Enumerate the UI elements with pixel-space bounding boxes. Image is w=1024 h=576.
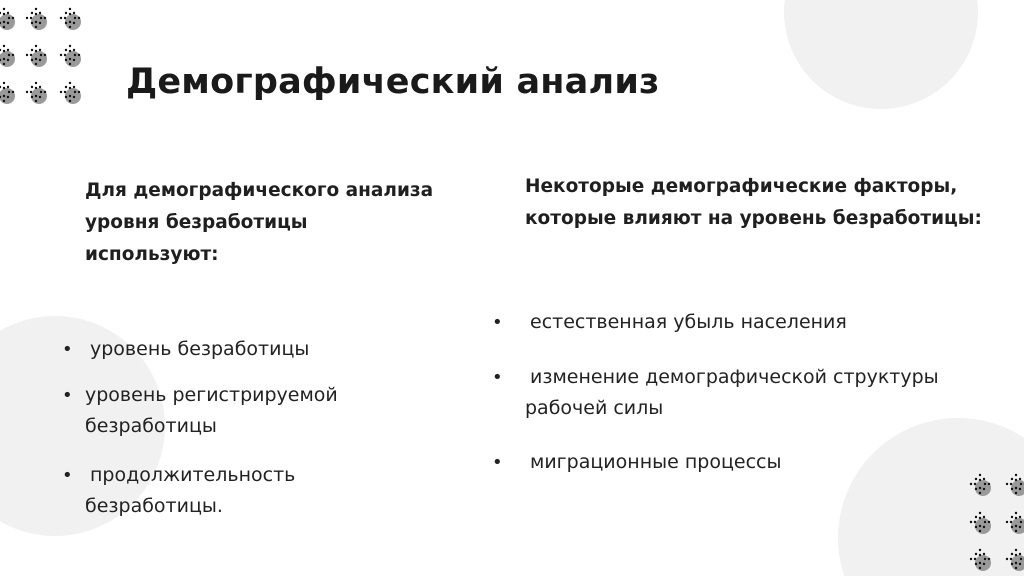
deco-dot [3, 87, 5, 89]
deco-dot [1015, 517, 1017, 519]
deco-dot [39, 12, 41, 14]
deco-dot [3, 63, 5, 65]
bullet-mark: • [492, 312, 503, 333]
deco-dot [69, 26, 71, 28]
bullet-mark: • [492, 452, 503, 473]
deco-dot [983, 526, 985, 528]
deco-dot [65, 22, 67, 24]
deco-dot [988, 558, 990, 560]
deco-dot [1011, 563, 1013, 565]
left-list-item [62, 460, 295, 522]
deco-dot [1015, 479, 1017, 481]
deco-dot [0, 86, 1, 88]
deco-dot [35, 21, 37, 23]
bullet-mark: • [62, 465, 73, 486]
deco-dot [1011, 555, 1024, 571]
deco-dot [3, 26, 5, 28]
deco-dot [975, 555, 991, 571]
deco-dot [1011, 516, 1013, 518]
deco-dot [12, 91, 14, 93]
deco-dot [979, 549, 981, 551]
left-item-text: безработицы [85, 415, 217, 437]
left-heading-line: Для демографического анализа [85, 180, 434, 201]
deco-dot [970, 521, 972, 523]
deco-dot [40, 91, 42, 93]
deco-dot [60, 54, 62, 56]
deco-dot [988, 521, 990, 523]
deco-dot [26, 91, 28, 93]
right-list-item [492, 362, 939, 424]
deco-dot [69, 45, 71, 47]
deco-dot [7, 86, 9, 88]
deco-dot [984, 558, 986, 560]
deco-dot [1015, 530, 1017, 532]
left-item-text: продолжительность [90, 464, 296, 486]
deco-dot [35, 50, 37, 52]
deco-dot [73, 86, 75, 88]
deco-dot [69, 58, 71, 60]
deco-dot [8, 91, 10, 93]
deco-dot [1015, 567, 1017, 569]
deco-dot [8, 17, 10, 19]
right-heading-line: Некоторые демографические факторы, [525, 176, 958, 197]
deco-dot [1006, 558, 1008, 560]
deco-dot [979, 567, 981, 569]
left-item-text: уровень регистрируемой [85, 384, 338, 406]
deco-dot [1011, 480, 1024, 496]
deco-dot [69, 95, 71, 97]
deco-dot [65, 59, 67, 61]
deco-dot [984, 521, 986, 523]
deco-dot [44, 17, 46, 19]
deco-dot [1011, 488, 1013, 490]
right-item-text: миграционные процессы [530, 451, 782, 473]
deco-dot [26, 17, 28, 19]
right-list-item [492, 307, 847, 338]
deco-dot [35, 58, 37, 60]
deco-dot [1015, 474, 1017, 476]
deco-dot [60, 17, 62, 19]
deco-dot [0, 49, 1, 51]
deco-dot [983, 553, 985, 555]
deco-dot [7, 49, 9, 51]
deco-dot [1019, 563, 1021, 565]
deco-dot [970, 483, 972, 485]
deco-dot [3, 13, 5, 15]
dot-pattern-bottom-right [960, 462, 1024, 576]
deco-dot [974, 521, 976, 523]
deco-dot [73, 12, 75, 14]
deco-dot [40, 54, 42, 56]
deco-dot [74, 17, 76, 19]
deco-dot [7, 22, 9, 24]
deco-dot [983, 516, 985, 518]
deco-dot [1015, 562, 1017, 564]
right-item-text: рабочей силы [525, 397, 664, 419]
deco-dot [69, 87, 71, 89]
deco-dot [31, 49, 33, 51]
deco-dot [975, 518, 991, 534]
deco-dot [0, 12, 1, 14]
deco-dot [31, 88, 47, 104]
deco-dot [979, 554, 981, 556]
deco-dot [69, 63, 71, 65]
deco-dot [1010, 483, 1012, 485]
deco-dot [30, 54, 32, 56]
deco-dot [30, 17, 32, 19]
deco-dot [983, 478, 985, 480]
deco-dot [1015, 554, 1017, 556]
slide-title: Демографический анализ [126, 62, 660, 102]
deco-dot [984, 483, 986, 485]
left-item-text: уровень безработицы [90, 338, 310, 360]
deco-dot [1019, 526, 1021, 528]
deco-dot [1019, 516, 1021, 518]
deco-dot [31, 51, 47, 67]
deco-dot [979, 492, 981, 494]
deco-dot [975, 480, 991, 496]
deco-dot [979, 525, 981, 527]
deco-dot [65, 88, 81, 104]
deco-dot [1011, 478, 1013, 480]
deco-dot [69, 13, 71, 15]
deco-dot [1011, 518, 1024, 534]
right-heading [525, 171, 982, 235]
left-item-text: безработицы. [85, 495, 223, 517]
deco-dot [39, 49, 41, 51]
deco-dot [1015, 492, 1017, 494]
deco-dot [3, 100, 5, 102]
deco-dot [35, 95, 37, 97]
deco-dot [35, 82, 37, 84]
dot-pattern-top-left [0, 0, 100, 115]
left-heading [85, 175, 433, 271]
deco-dot [35, 45, 37, 47]
deco-dot [64, 17, 66, 19]
deco-dot [35, 8, 37, 10]
deco-dot [7, 96, 9, 98]
deco-dot [78, 54, 80, 56]
deco-dot [1010, 558, 1012, 560]
left-list-item [62, 380, 338, 442]
deco-dot [979, 474, 981, 476]
deco-dot [65, 49, 67, 51]
deco-dot [65, 51, 81, 67]
deco-dot [979, 530, 981, 532]
deco-dot [35, 26, 37, 28]
deco-dot [3, 58, 5, 60]
deco-dot [1019, 478, 1021, 480]
deco-dot [979, 517, 981, 519]
deco-dot [69, 50, 71, 52]
deco-dot [78, 17, 80, 19]
deco-dot [974, 558, 976, 560]
deco-dot [7, 59, 9, 61]
deco-dot [74, 54, 76, 56]
deco-dot [1011, 526, 1013, 528]
right-item-text: изменение демографической структуры [530, 366, 939, 388]
deco-dot [1010, 521, 1012, 523]
deco-dot [974, 483, 976, 485]
deco-dot [65, 86, 67, 88]
deco-dot [73, 22, 75, 24]
decorative-circle-top-right [784, 0, 978, 109]
deco-dot [30, 91, 32, 93]
deco-dot [31, 22, 33, 24]
deco-dot [3, 50, 5, 52]
deco-dot [69, 8, 71, 10]
deco-dot [65, 14, 81, 30]
deco-dot [35, 63, 37, 65]
deco-dot [31, 86, 33, 88]
deco-dot [1019, 553, 1021, 555]
deco-dot [39, 96, 41, 98]
deco-dot [983, 563, 985, 565]
deco-dot [7, 12, 9, 14]
deco-dot [64, 54, 66, 56]
deco-dot [979, 562, 981, 564]
deco-dot [1015, 549, 1017, 551]
deco-dot [975, 488, 977, 490]
deco-dot [69, 82, 71, 84]
deco-dot [44, 54, 46, 56]
deco-dot [31, 12, 33, 14]
deco-dot [979, 512, 981, 514]
deco-dot [3, 8, 5, 10]
bullet-mark: • [62, 385, 73, 406]
deco-dot [1006, 483, 1008, 485]
deco-dot [60, 91, 62, 93]
deco-dot [1020, 521, 1022, 523]
deco-dot [35, 87, 37, 89]
deco-dot [12, 54, 14, 56]
deco-dot [1020, 483, 1022, 485]
deco-dot [970, 558, 972, 560]
deco-dot [1006, 521, 1008, 523]
bullet-mark: • [62, 339, 73, 360]
deco-dot [3, 82, 5, 84]
deco-dot [975, 526, 977, 528]
deco-dot [31, 14, 47, 30]
deco-dot [3, 21, 5, 23]
deco-dot [44, 91, 46, 93]
deco-dot [35, 13, 37, 15]
deco-dot [39, 22, 41, 24]
deco-dot [74, 91, 76, 93]
left-list-item [62, 334, 309, 365]
deco-dot [39, 59, 41, 61]
deco-dot [979, 487, 981, 489]
deco-dot [975, 478, 977, 480]
deco-dot [31, 59, 33, 61]
deco-dot [78, 91, 80, 93]
left-heading-line: уровня безработицы [85, 212, 308, 233]
deco-dot [64, 91, 66, 93]
deco-dot [1019, 488, 1021, 490]
deco-dot [1011, 553, 1013, 555]
deco-dot [73, 96, 75, 98]
deco-dot [983, 488, 985, 490]
deco-dot [73, 49, 75, 51]
deco-dot [12, 17, 14, 19]
deco-dot [1015, 512, 1017, 514]
deco-dot [979, 479, 981, 481]
deco-dot [3, 45, 5, 47]
deco-dot [31, 96, 33, 98]
deco-dot [988, 483, 990, 485]
deco-dot [69, 21, 71, 23]
left-heading-line: используют: [85, 244, 219, 265]
deco-dot [26, 54, 28, 56]
deco-dot [39, 86, 41, 88]
deco-dot [35, 100, 37, 102]
deco-dot [8, 54, 10, 56]
deco-dot [40, 17, 42, 19]
right-heading-line: которые влияют на уровень безработицы: [525, 208, 982, 229]
deco-dot [1015, 525, 1017, 527]
right-list-item [492, 447, 781, 478]
bullet-mark: • [492, 367, 503, 388]
deco-dot [65, 12, 67, 14]
deco-dot [3, 95, 5, 97]
deco-dot [1015, 487, 1017, 489]
deco-dot [975, 553, 977, 555]
deco-dot [975, 563, 977, 565]
right-item-text: естественная убыль населения [530, 311, 847, 333]
deco-dot [65, 96, 67, 98]
deco-dot [975, 516, 977, 518]
deco-dot [1020, 558, 1022, 560]
deco-dot [73, 59, 75, 61]
deco-dot [69, 100, 71, 102]
